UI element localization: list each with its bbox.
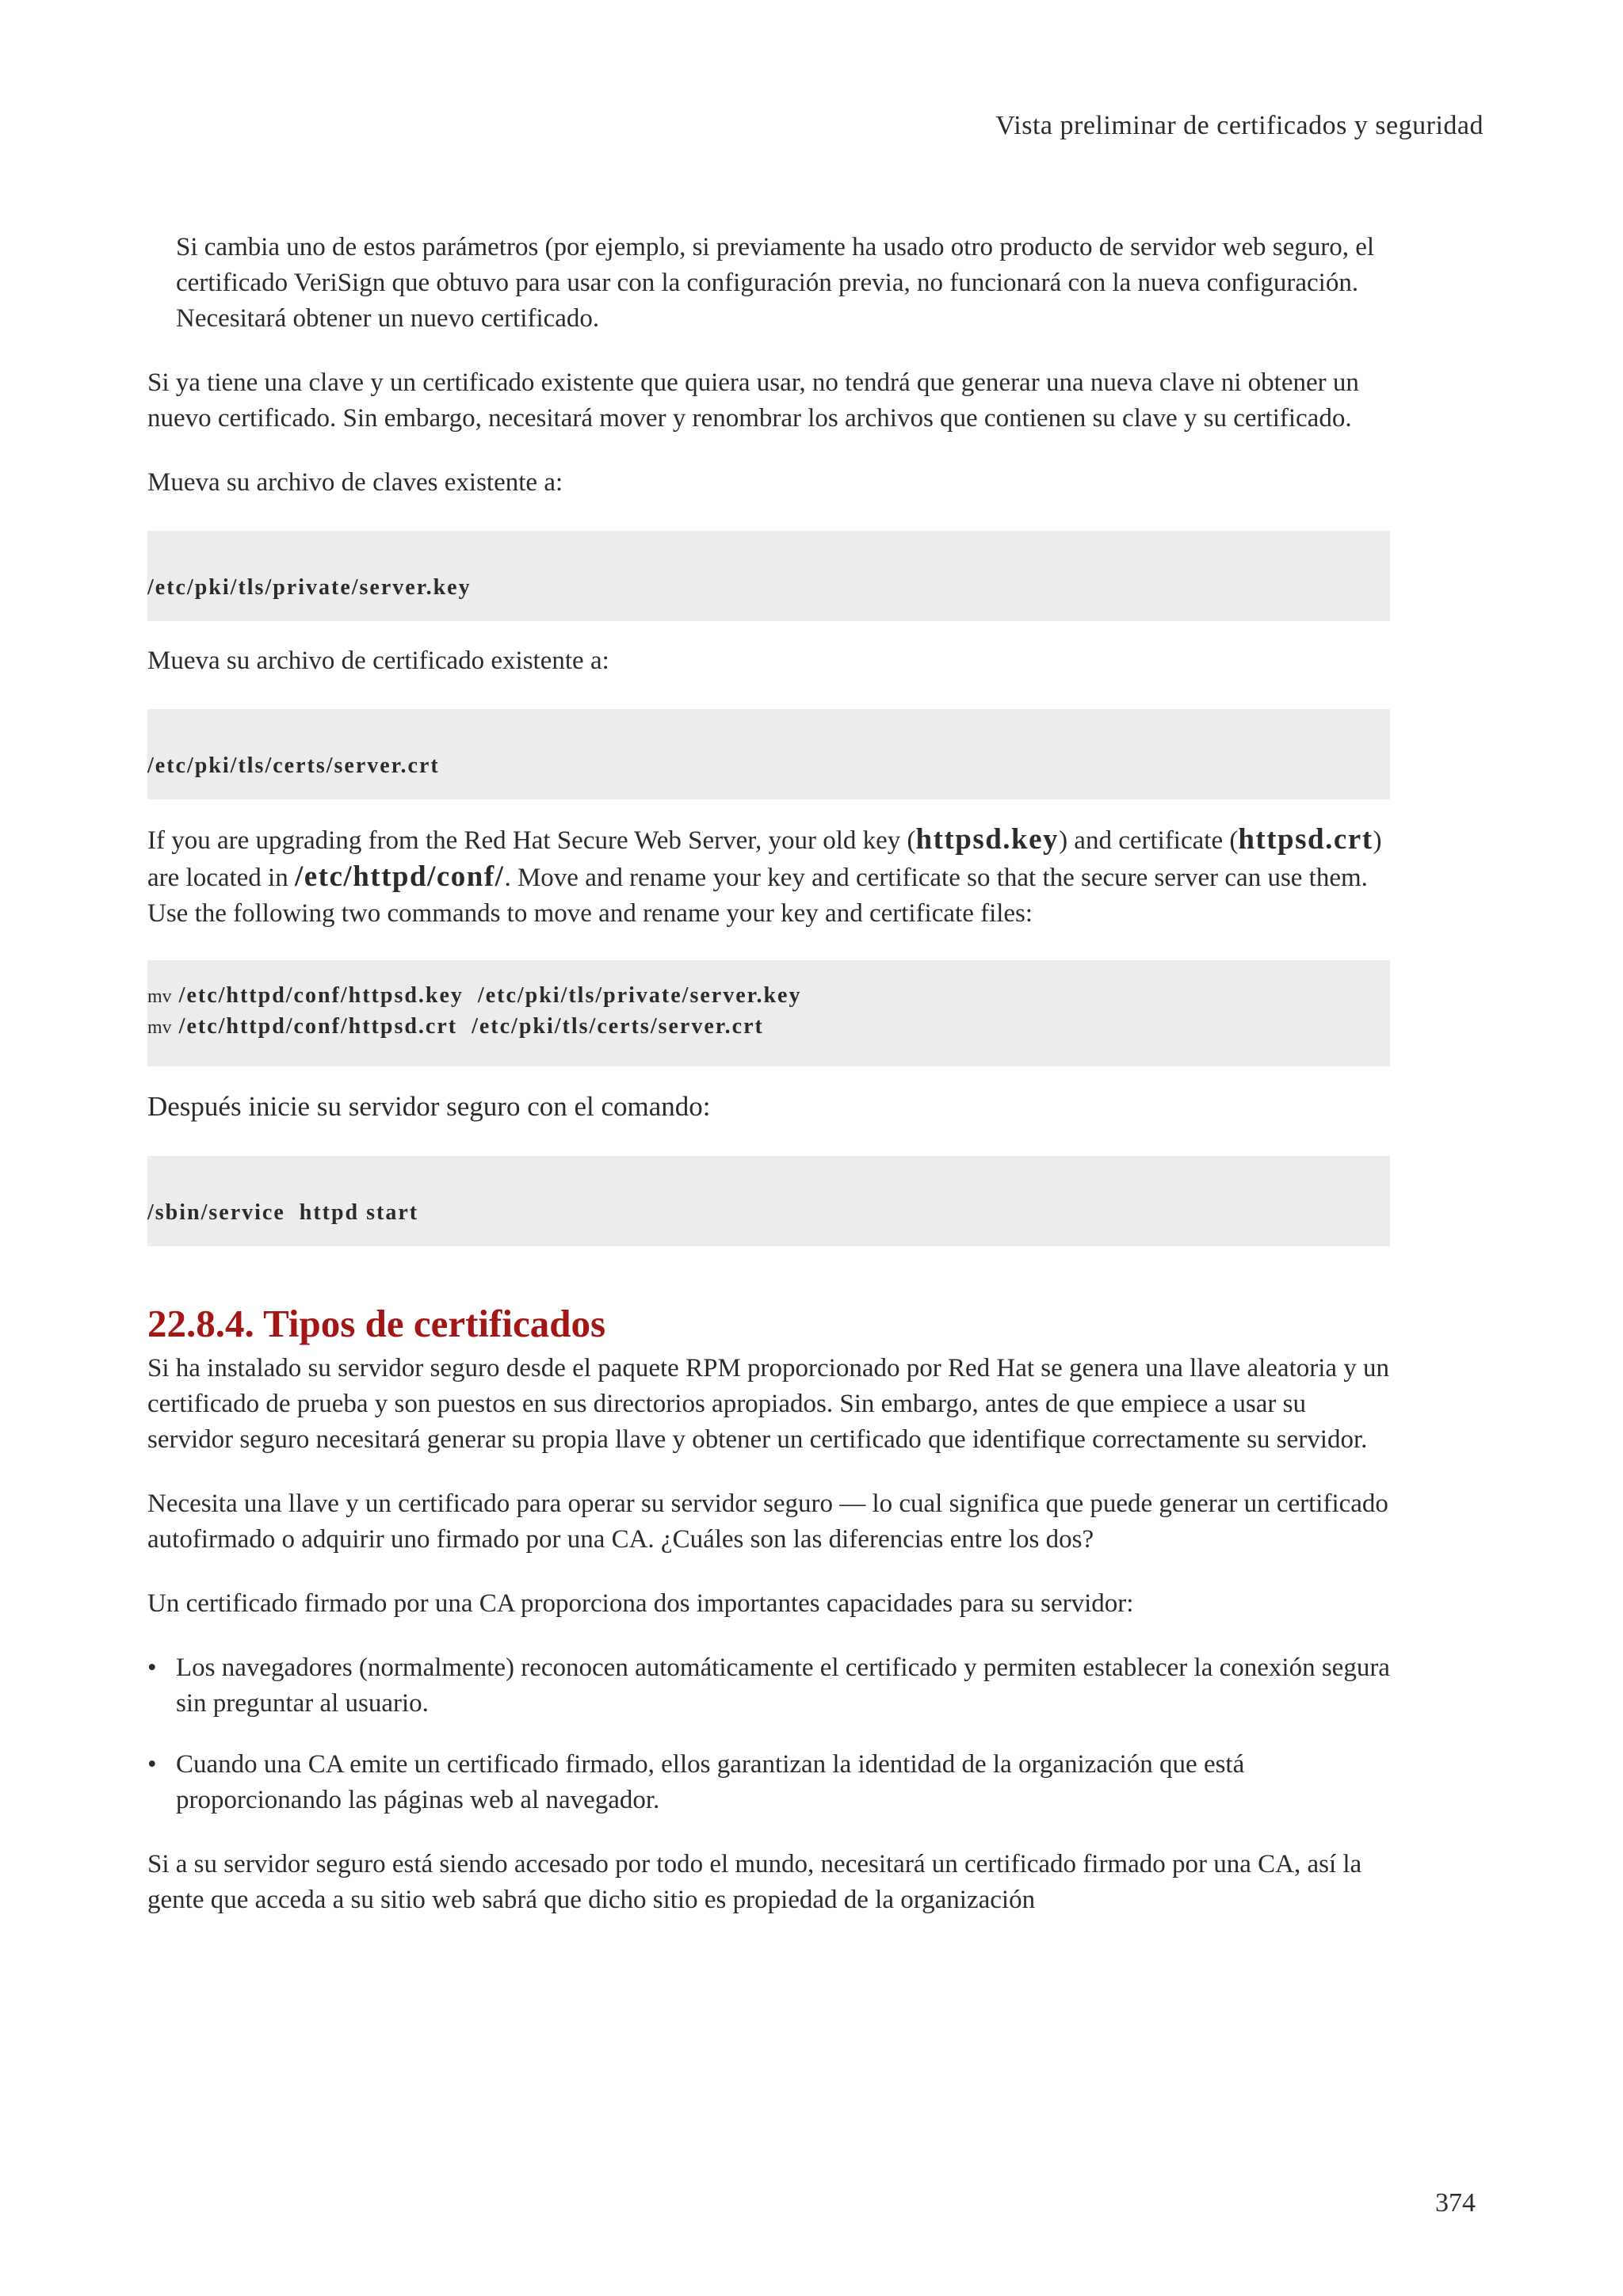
paragraph-ca-capabilities: Un certificado firmado por una CA proporciona dos importantes capacidades para su servidor: [147,1589,1134,1618]
code-line [147,981,1390,1012]
list-item-text: Cuando una CA emite un certificado firmado, ellos garantizan la identidad de la organización que está proporcionando las páginas web al navegador. [176,1750,1245,1814]
code-line: /etc/pki/tls/certs/server.crt [147,753,440,778]
code-line [147,1012,1390,1043]
paragraph-parameters-note: Si cambia uno de estos parámetros (por ejemplo, si previamente ha usado otro producto de servidor web seguro, el certificado VeriSign que obtuvo para usar con la configuración previa, no funcionará con la nueva configuración. Necesitará obtener un nuevo certificado. [176,233,1375,333]
running-header: Vista preliminar de certificados y seguridad [995,111,1484,140]
paragraph-upgrade-note [147,822,1390,932]
paragraph-need-key: Necesita una llave y un certificado para operar su servidor seguro — lo cual significa que puede generar un certificado autofirmado o adquirir uno firmado por una CA. ¿Cuáles son las diferencias entre los dos? [147,1489,1388,1554]
code-block-start-command [147,1156,1390,1246]
inline-code-httpsd-key: httpsd.key [915,823,1060,856]
code-block-key-path [147,531,1390,621]
bullet-icon: • [147,1750,157,1779]
code-line: /etc/pki/tls/private/server.key [147,575,472,600]
paragraph-public-server: Si a su servidor seguro está siendo accesado por todo el mundo, necesitará un certificado firmado por una CA, así la gente que acceda a su sitio web sabrá que dicho sitio es propiedad de la organización [147,1850,1362,1914]
bullet-icon: • [147,1653,157,1682]
text-run: If you are upgrading from the Red Hat Secure Web Server, your old key ( [147,826,916,855]
command-name: mv [147,986,172,1007]
list-item [147,1747,1390,1818]
text-run: ) and certificate ( [1059,826,1239,855]
capabilities-list [147,1650,1390,1818]
code-block-mv-commands [147,960,1390,1066]
list-item-text: Los navegadores (normalmente) reconocen automáticamente el certificado y permiten establecer la conexión segura sin preguntar al usuario. [176,1653,1390,1718]
paragraph-existing-key: Si ya tiene una clave y un certificado existente que quiera usar, no tendrá que generar una nueva clave ni obtener un nuevo certificado. Sin embargo, necesitará mover y renombrar los archivos que contienen su clave y su certificado. [147,368,1359,433]
text-run: ) are located in [147,826,1382,892]
inline-code-conf-dir: /etc/httpd/conf/ [294,860,505,893]
command-args: /etc/httpd/conf/httpsd.crt /etc/pki/tls/certs/server.crt [178,1014,764,1039]
paragraph-rpm-install: Si ha instalado su servidor seguro desde el paquete RPM proporcionado por Red Hat se genera una llave aleatoria y un certificado de prueba y son puestos en sus directorios apropiados. Sin embargo, antes de que empiece a usar su servidor seguro necesitará generar su propia llave y obtener un certificado que identifique correctamente su servidor. [147,1354,1390,1454]
command-args: /etc/httpd/conf/httpsd.key /etc/pki/tls/private/server.key [178,983,802,1008]
paragraph-move-key: Mueva su archivo de claves existente a: [147,468,563,497]
paragraph-move-cert: Mueva su archivo de certificado existente a: [147,646,609,675]
page-number: 374 [1435,2188,1476,2218]
code-block-cert-path [147,709,1390,799]
code-line: /sbin/service httpd start [147,1200,419,1225]
inline-code-httpsd-crt: httpsd.crt [1238,823,1373,856]
list-item [147,1650,1390,1722]
text-run: . Move and rename your key and certificate so that the secure server can use them. Use the following two commands to move and rename your key and certificate files: [147,864,1368,928]
section-heading: 22.8.4. Tipos de certificados [147,1302,606,1345]
command-name: mv [147,1017,172,1038]
paragraph-start-server: Después inicie su servidor seguro con el comando: [147,1091,711,1122]
page-content [147,230,1390,1947]
